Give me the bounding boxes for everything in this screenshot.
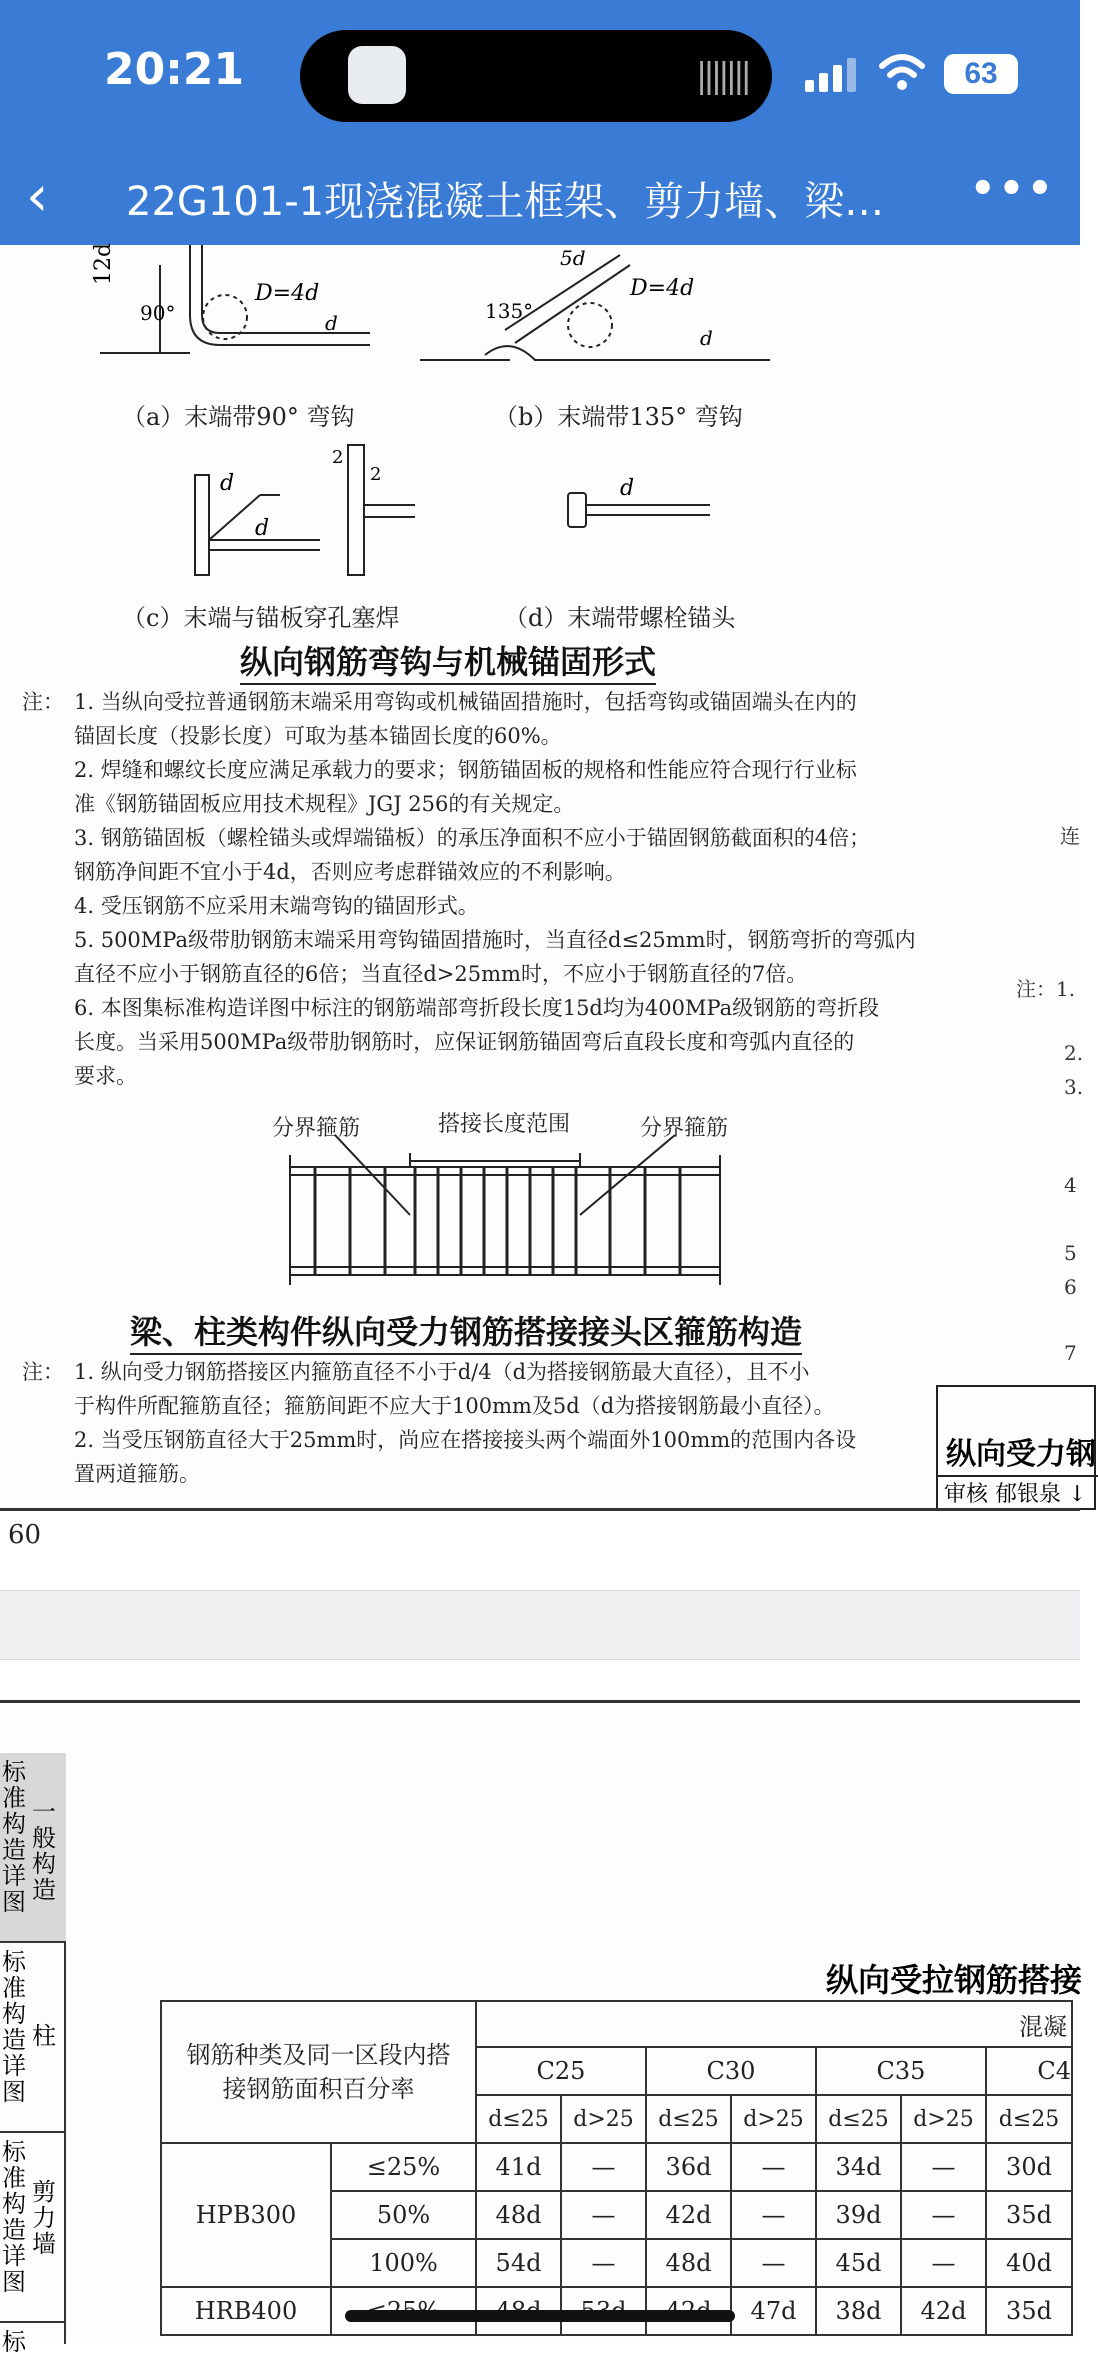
table-cell: — <box>731 2143 816 2191</box>
more-button[interactable]: ••• <box>970 166 1056 212</box>
sidebar-section-column[interactable] <box>0 1943 66 2133</box>
page-number: 60 <box>8 1520 42 1550</box>
document-title: 22G101-1现浇混凝土框架、剪力墙、梁… <box>126 179 885 225</box>
header-sub: d>25 <box>731 2095 816 2143</box>
sidebar-label: 剪力墙 <box>32 2178 56 2258</box>
row-percent: 50% <box>331 2191 476 2239</box>
notes-anchorage <box>22 685 988 1093</box>
label-D4d-b: D=4d <box>630 276 695 301</box>
header-concrete: 混凝 <box>476 2001 1072 2047</box>
table-cell: 40d <box>986 2239 1072 2287</box>
table-title: 纵向受拉钢筋搭接 <box>826 1961 1083 1999</box>
header-grade: C35 <box>816 2047 986 2095</box>
label-2b: 2 <box>370 464 382 485</box>
note-line: 长度。当采用500MPa级带肋钢筋时，应保证钢筋锚固弯后直段长度和弯弧内直径的 <box>74 1030 855 1054</box>
note-line: 要求。 <box>74 1064 137 1088</box>
table-cell: 39d <box>816 2191 901 2239</box>
home-indicator[interactable] <box>345 2310 735 2322</box>
sidebar-label: 柱 <box>32 2022 56 2050</box>
adjacent-fragment: 注：1. <box>1016 977 1076 1001</box>
adjacent-fragment: 6 <box>1064 1275 1077 1299</box>
dynamic-island[interactable] <box>300 30 772 122</box>
label-d-a: d <box>325 311 338 335</box>
row-percent: 100% <box>331 2239 476 2287</box>
status-time: 20:21 <box>104 44 245 95</box>
label-boundary-stirrup-right: 分界箍筋 <box>640 1116 729 1141</box>
label-boundary-stirrup-left: 分界箍筋 <box>272 1116 361 1141</box>
label-12d: 12d <box>91 242 116 285</box>
header-grade: C4 <box>986 2047 1072 2095</box>
hook-diagram <box>90 242 770 375</box>
table-cell: 48d <box>476 2191 561 2239</box>
table-row <box>161 2143 1072 2191</box>
table-cell: 41d <box>476 2143 561 2191</box>
heading-lap-stirrups: 梁、柱类构件纵向受力钢筋搭接接头区箍筋构造 <box>130 1307 802 1355</box>
adjacent-fragment: 连 <box>1060 824 1080 848</box>
label-2a: 2 <box>332 447 344 468</box>
label-d-d: d <box>620 476 635 501</box>
header-sub: d>25 <box>561 2095 646 2143</box>
sidebar-section-next[interactable] <box>0 2323 66 2356</box>
table-cell: 45d <box>816 2239 901 2287</box>
lap-splice-diagram <box>280 1135 740 1295</box>
header-sub: d>25 <box>901 2095 986 2143</box>
nav-bar <box>0 150 1080 245</box>
table-cell: — <box>561 2191 646 2239</box>
header-sub: d≤25 <box>816 2095 901 2143</box>
title-block-title: 纵向受力钢 <box>946 1437 1096 1472</box>
table-cell: 36d <box>646 2143 731 2191</box>
note-line: 锚固长度（投影长度）可取为基本锚固长度的60%。 <box>74 724 562 748</box>
label-135: 135° <box>485 299 534 323</box>
label-d-c2: d <box>255 516 270 541</box>
table-cell: 30d <box>986 2143 1072 2191</box>
table-cell: — <box>901 2143 986 2191</box>
note-line: 于构件所配箍筋直径；箍筋间距不应大于100mm及5d（d为搭接钢筋最小直径）。 <box>74 1394 835 1418</box>
label-d-b: d <box>700 326 713 350</box>
table-cell: 42d <box>646 2191 731 2239</box>
fig-c-caption: （c）末端与锚板穿孔塞焊 <box>122 604 400 632</box>
fig-a-caption: （a）末端带90° 弯钩 <box>122 403 355 431</box>
title-block-review: 审核 郁银泉 ↓ <box>938 1475 1098 1512</box>
adjacent-fragment: 7 <box>1064 1341 1077 1365</box>
sidebar-label: 一般构造 <box>32 1798 56 1904</box>
label-d-c: d <box>220 471 235 496</box>
table-cell: 34d <box>816 2143 901 2191</box>
battery-icon: 63 <box>944 54 1018 94</box>
note-line: 1. 纵向受力钢筋搭接区内箍筋直径不小于d/4（d为搭接钢筋最大直径），且不小 <box>74 1360 810 1384</box>
fig-b-caption: （b）末端带135° 弯钩 <box>494 403 743 431</box>
adjacent-fragment: 3. <box>1064 1075 1084 1099</box>
label-5d: 5d <box>560 246 586 270</box>
sidebar-section-general[interactable] <box>0 1753 66 1943</box>
fig-d-caption: （d）末端带螺栓锚头 <box>504 604 736 632</box>
note-line: 6. 本图集标准构造详图中标注的钢筋端部弯折段长度15d均为400MPa级钢筋的弯折段 <box>74 996 880 1020</box>
sidebar-label: 标 <box>2 2328 26 2356</box>
back-button[interactable]: ‹ <box>26 164 49 229</box>
table-cell: — <box>561 2239 646 2287</box>
sidebar-label: 标准构造详图 <box>2 2138 26 2296</box>
header-steel-type: 钢筋种类及同一区段内搭接钢筋面积百分率 <box>161 2001 476 2143</box>
table-cell: 38d <box>816 2287 901 2335</box>
note-line: 置两道箍筋。 <box>74 1462 200 1486</box>
anchor-plate-diagram <box>180 445 740 605</box>
table-cell: — <box>731 2239 816 2287</box>
table-cell: — <box>561 2143 646 2191</box>
row-steel-type: HRB400 <box>161 2287 331 2335</box>
row-steel-type: HPB300 <box>161 2143 331 2287</box>
notes-lap <box>22 1355 988 1491</box>
label-lap-length: 搭接长度范围 <box>438 1112 571 1137</box>
note-line: 2. 当受压钢筋直径大于25mm时，尚应在搭接接头两个端面外100mm的范围内各设 <box>74 1428 857 1452</box>
adjacent-fragment: 2. <box>1064 1041 1084 1065</box>
note-line: 5. 500MPa级带肋钢筋末端采用弯钩锚固措施时，当直径d≤25mm时，钢筋弯折的弯弧内 <box>74 928 916 952</box>
header-grade: C25 <box>476 2047 646 2095</box>
note-line: 准《钢筋锚固板应用技术规程》JGJ 256的有关规定。 <box>74 792 575 816</box>
note-prefix: 注： <box>22 1360 64 1384</box>
table-cell: — <box>901 2239 986 2287</box>
note-line: 钢筋净间距不宜小于4d，否则应考虑群锚效应的不利影响。 <box>74 860 626 884</box>
table-cell: 35d <box>986 2191 1072 2239</box>
note-line: 4. 受压钢筋不应采用末端弯钩的锚固形式。 <box>74 894 479 918</box>
wifi-icon <box>878 52 926 92</box>
app-icon <box>348 46 406 104</box>
sidebar-label: 标准构造详图 <box>2 1758 26 1916</box>
table-cell: — <box>731 2191 816 2239</box>
header-sub: d≤25 <box>646 2095 731 2143</box>
note-line: 1. 当纵向受拉普通钢筋末端采用弯钩或机械锚固措施时，包括弯钩或锚固端头在内的 <box>74 690 857 714</box>
adjacent-fragment: 5 <box>1064 1241 1077 1265</box>
label-D4d-a: D=4d <box>255 281 320 306</box>
header-grade: C30 <box>646 2047 816 2095</box>
adjacent-fragment: 4 <box>1064 1173 1077 1197</box>
chapter-sidebar <box>0 1753 66 2356</box>
header-sub: d≤25 <box>986 2095 1072 2143</box>
sidebar-section-shear-wall[interactable] <box>0 2133 66 2323</box>
row-percent: ≤25% <box>331 2143 476 2191</box>
signal-icon <box>805 58 861 92</box>
page-separator <box>0 1590 1080 1660</box>
sidebar-label: 标准构造详图 <box>2 1948 26 2106</box>
audio-wave-icon: ||||||| <box>695 56 748 96</box>
table-cell: 54d <box>476 2239 561 2287</box>
status-bar <box>0 0 1080 150</box>
table-cell: 35d <box>986 2287 1072 2335</box>
note-line: 2. 焊缝和螺纹长度应满足承载力的要求；钢筋锚固板的规格和性能应符合现行行业标 <box>74 758 857 782</box>
note-line: 3. 钢筋锚固板（螺栓锚头或焊端锚板）的承压净面积不应小于锚固钢筋截面积的4倍； <box>74 826 871 850</box>
note-line: 直径不应小于钢筋直径的6倍；当直径d>25mm时，不应小于钢筋直径的7倍。 <box>74 962 808 986</box>
table-cell: 47d <box>731 2287 816 2335</box>
note-prefix: 注： <box>22 690 64 714</box>
table-cell: 42d <box>901 2287 986 2335</box>
page-border <box>0 1508 1080 1511</box>
label-90: 90° <box>140 301 176 325</box>
title-block <box>936 1385 1096 1510</box>
document-page-60[interactable] <box>0 242 1096 1510</box>
heading-hook-anchorage: 纵向钢筋弯钩与机械锚固形式 <box>240 637 656 685</box>
lap-length-table <box>160 2000 1073 2336</box>
table-cell: 48d <box>646 2239 731 2287</box>
header-sub: d≤25 <box>476 2095 561 2143</box>
table-cell: — <box>901 2191 986 2239</box>
